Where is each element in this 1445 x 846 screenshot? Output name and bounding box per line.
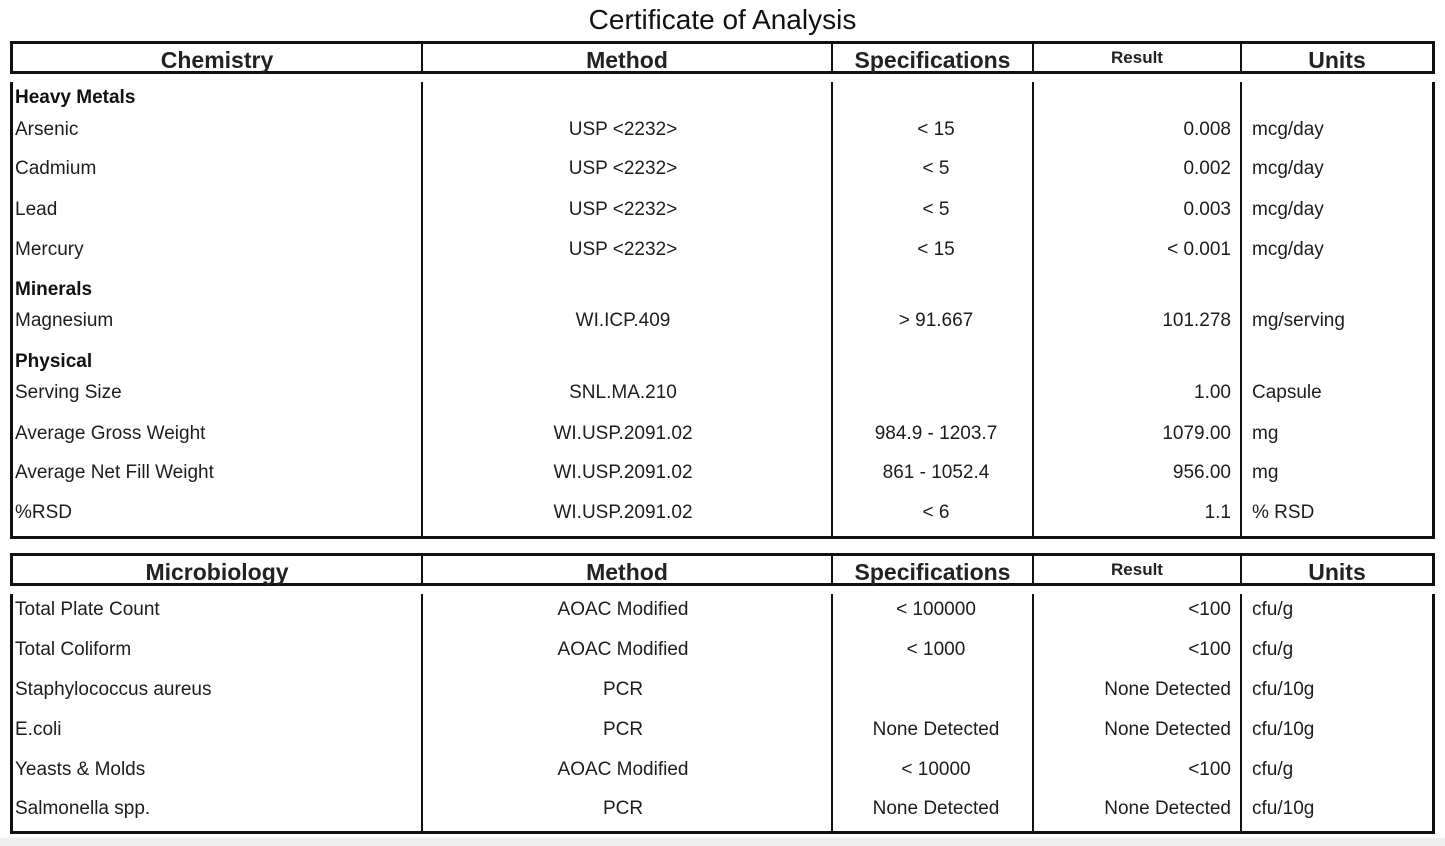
- table-row: [13, 420, 1432, 448]
- header-units: Units: [1308, 47, 1366, 73]
- microbiology-header-row: [10, 553, 1435, 586]
- units-cell: mg: [1252, 462, 1279, 483]
- method-cell: PCR: [602, 679, 644, 700]
- method-cell: PCR: [602, 719, 644, 740]
- result-cell: 1079.00: [1162, 423, 1231, 444]
- specification-cell: None Detected: [872, 798, 1000, 819]
- section-heading-row: [13, 276, 1432, 304]
- specification-cell: 984.9 - 1203.7: [874, 423, 998, 444]
- specification-cell: < 10000: [901, 759, 971, 780]
- header-units: Units: [1308, 559, 1366, 585]
- specification-cell: < 100000: [896, 599, 976, 620]
- result-cell: None Detected: [1104, 719, 1231, 740]
- method-cell: USP <2232>: [568, 239, 678, 260]
- result-cell: None Detected: [1104, 679, 1231, 700]
- item-name: Arsenic: [15, 119, 79, 140]
- method-cell: WI.USP.2091.02: [553, 462, 693, 483]
- item-name: Total Plate Count: [15, 599, 160, 620]
- item-name: Mercury: [15, 239, 84, 260]
- units-cell: % RSD: [1252, 502, 1315, 523]
- units-cell: mg/serving: [1252, 310, 1345, 331]
- table-row: [13, 636, 1432, 664]
- specification-cell: < 5: [922, 199, 950, 220]
- header-result: Result: [1111, 48, 1163, 67]
- method-cell: WI.ICP.409: [575, 310, 671, 331]
- method-cell: PCR: [602, 798, 644, 819]
- result-cell: None Detected: [1104, 798, 1231, 819]
- chemistry-header-row: [10, 41, 1435, 74]
- table-row: [13, 676, 1432, 704]
- result-cell: <100: [1188, 759, 1231, 780]
- result-cell: 0.003: [1183, 199, 1231, 220]
- table-row: [13, 596, 1432, 624]
- item-name: Magnesium: [15, 310, 114, 331]
- result-cell: 956.00: [1172, 462, 1231, 483]
- section-heading-row: [13, 348, 1432, 376]
- result-cell: <100: [1188, 599, 1231, 620]
- item-name: Serving Size: [15, 382, 122, 403]
- table-row: [13, 716, 1432, 744]
- table-row: [13, 499, 1432, 527]
- item-name: Yeasts & Molds: [15, 759, 146, 780]
- method-cell: AOAC Modified: [557, 599, 689, 620]
- units-cell: cfu/g: [1252, 759, 1294, 780]
- method-cell: WI.USP.2091.02: [553, 502, 693, 523]
- method-cell: AOAC Modified: [557, 759, 689, 780]
- chemistry-table-body: [10, 82, 1435, 539]
- units-cell: mcg/day: [1252, 199, 1324, 220]
- method-cell: AOAC Modified: [557, 639, 689, 660]
- document-title: Certificate of Analysis: [588, 4, 857, 35]
- units-cell: cfu/g: [1252, 639, 1294, 660]
- units-cell: mg: [1252, 423, 1279, 444]
- specification-cell: [833, 676, 1039, 704]
- table-row: [13, 116, 1432, 144]
- section-heading: Heavy Metals: [15, 87, 136, 108]
- item-name: %RSD: [15, 502, 73, 523]
- units-cell: mcg/day: [1252, 119, 1324, 140]
- units-cell: cfu/10g: [1252, 679, 1315, 700]
- item-name: Total Coliform: [15, 639, 132, 660]
- microbiology-table-body: [10, 594, 1435, 834]
- method-cell: USP <2232>: [568, 158, 678, 179]
- specification-cell: None Detected: [872, 719, 1000, 740]
- table-row: [13, 379, 1432, 407]
- header-method: Method: [586, 559, 668, 585]
- result-cell: 1.00: [1194, 382, 1231, 403]
- header-result: Result: [1111, 560, 1163, 579]
- item-name: Lead: [15, 199, 58, 220]
- specification-cell: < 5: [922, 158, 950, 179]
- specification-cell: [833, 379, 1039, 407]
- section-heading-row: [13, 84, 1432, 112]
- table-row: [13, 307, 1432, 335]
- header-specifications: Specifications: [854, 47, 1011, 73]
- header-microbiology: Microbiology: [145, 559, 289, 585]
- section-heading: Physical: [15, 351, 93, 372]
- units-cell: Capsule: [1252, 382, 1322, 403]
- specification-cell: 861 - 1052.4: [882, 462, 990, 483]
- method-cell: USP <2232>: [568, 119, 678, 140]
- item-name: Average Gross Weight: [15, 423, 206, 444]
- method-cell: USP <2232>: [568, 199, 678, 220]
- table-row: [13, 155, 1432, 183]
- header-method: Method: [586, 47, 668, 73]
- specification-cell: < 1000: [906, 639, 966, 660]
- section-heading: Minerals: [15, 279, 93, 300]
- specification-cell: < 6: [922, 502, 950, 523]
- item-name: Staphylococcus aureus: [15, 679, 212, 700]
- result-cell: 101.278: [1162, 310, 1231, 331]
- units-cell: cfu/10g: [1252, 719, 1315, 740]
- header-specifications: Specifications: [854, 559, 1011, 585]
- result-cell: <100: [1188, 639, 1231, 660]
- item-name: Average Net Fill Weight: [15, 462, 214, 483]
- header-chemistry: Chemistry: [160, 47, 274, 73]
- method-cell: SNL.MA.210: [569, 382, 677, 403]
- item-name: E.coli: [15, 719, 62, 740]
- table-row: [13, 756, 1432, 784]
- page-bottom-strip: [0, 838, 1445, 846]
- table-row: [13, 795, 1432, 823]
- result-cell: < 0.001: [1167, 239, 1231, 260]
- item-name: Cadmium: [15, 158, 97, 179]
- units-cell: mcg/day: [1252, 158, 1324, 179]
- specification-cell: > 91.667: [898, 310, 974, 331]
- method-cell: WI.USP.2091.02: [553, 423, 693, 444]
- table-row: [13, 196, 1432, 224]
- result-cell: 1.1: [1204, 502, 1231, 523]
- specification-cell: < 15: [917, 119, 955, 140]
- units-cell: cfu/10g: [1252, 798, 1315, 819]
- result-cell: 0.002: [1183, 158, 1231, 179]
- units-cell: mcg/day: [1252, 239, 1324, 260]
- units-cell: cfu/g: [1252, 599, 1294, 620]
- specification-cell: < 15: [917, 239, 955, 260]
- table-row: [13, 459, 1432, 487]
- item-name: Salmonella spp.: [15, 798, 151, 819]
- table-row: [13, 236, 1432, 264]
- result-cell: 0.008: [1183, 119, 1231, 140]
